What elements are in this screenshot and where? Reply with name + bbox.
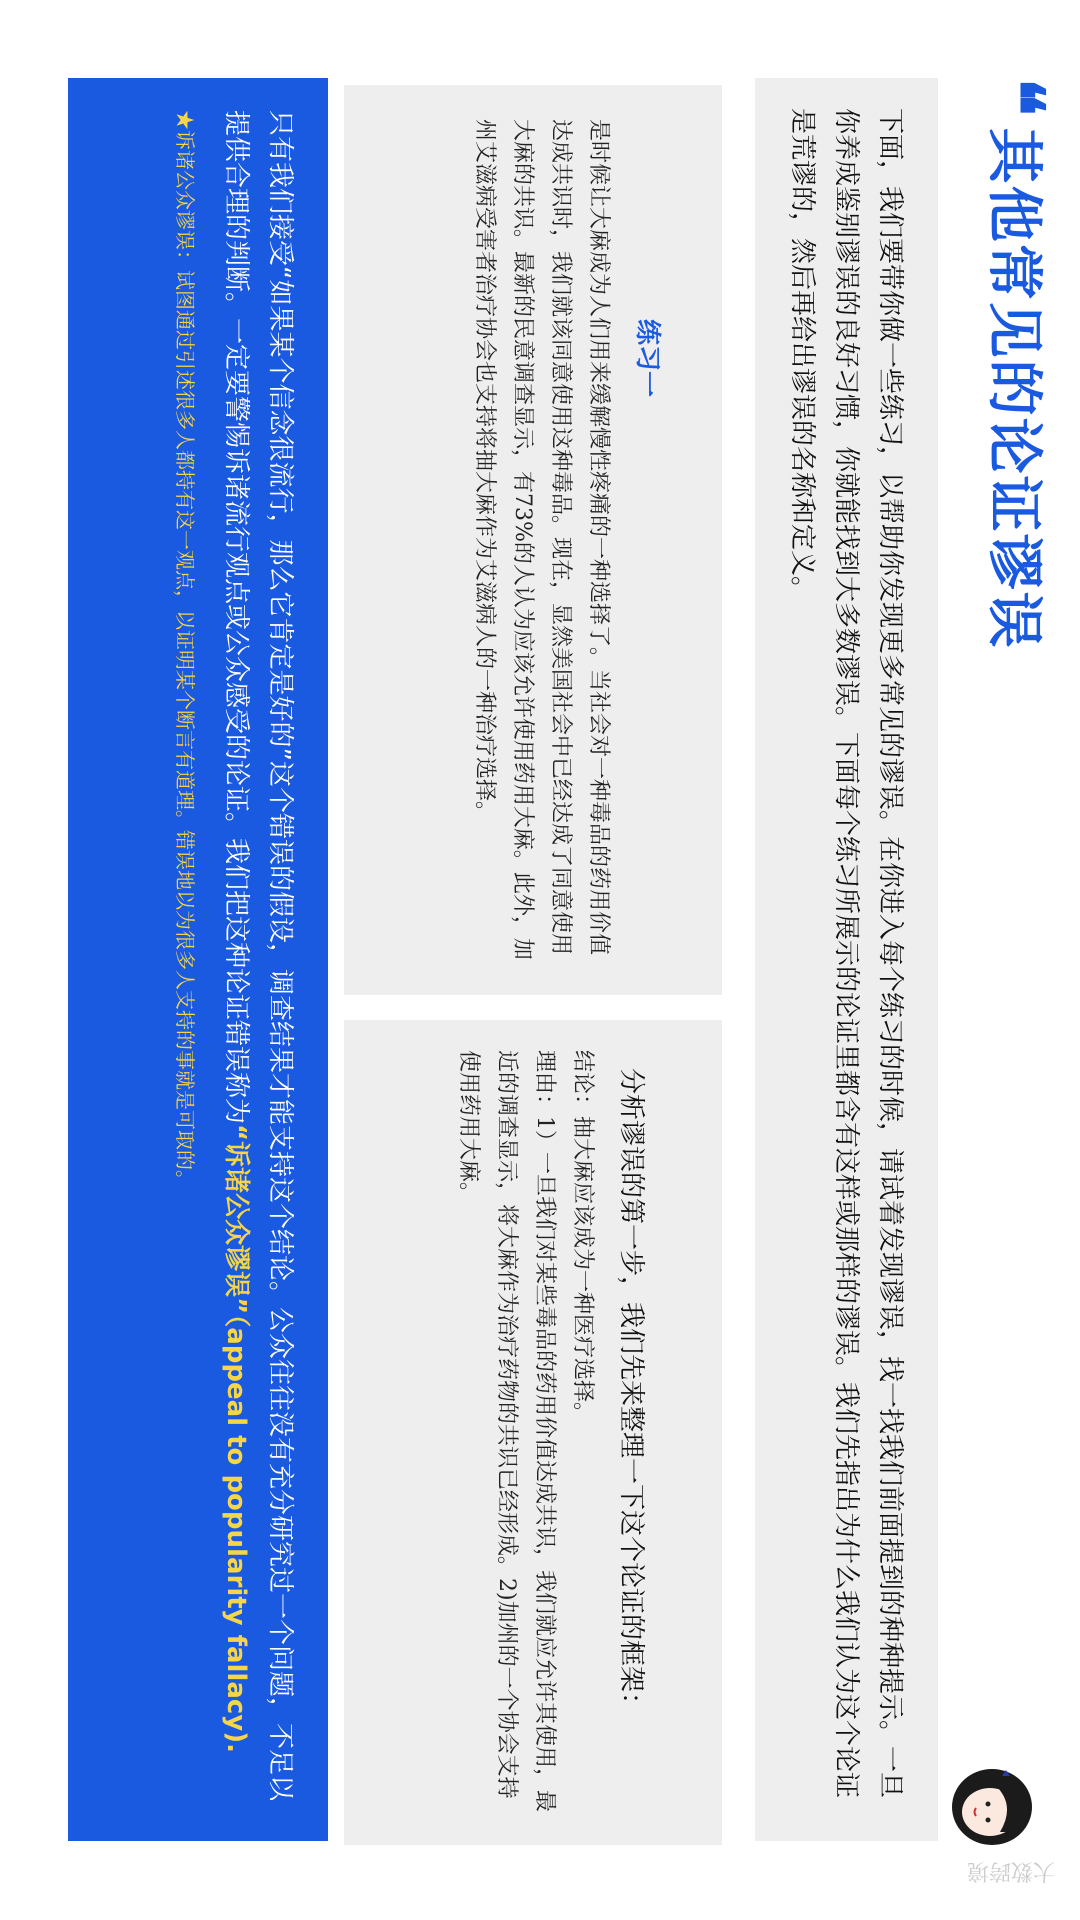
fallacy-definition-box bbox=[68, 78, 328, 1841]
avatar-icon bbox=[950, 1762, 1040, 1852]
exercise-body: 是时候让大麻成为人们用来缓解慢性疼痛的一种选择了。当社会对一种毒品的药用价值达成共识时，我们就该同意使用这种毒品。现在，显然美国社会中已经达成了同意使用大麻的共识。最新的民意调查显示，有73%的人认为应该允许使用药用大麻。此外，加州艾滋病受害者治疗协会也支持将抽大麻作为艾滋病人的一种治疗选择。 bbox=[472, 119, 611, 960]
definition-text bbox=[214, 110, 302, 1809]
definition-lead: 只有我们接受“如果某个信念很流行，那么它肯定是好的”这个错误的假设，调查结果才能支持这个结论。公众往往没有充分研究过一个问题，不足以提供合理的判断。一定要警惕诉诸流行观点或公众感受的论证。我们把这种论证错误称为 bbox=[221, 110, 295, 1801]
title-row bbox=[978, 78, 1058, 650]
analysis-card bbox=[344, 1020, 722, 1845]
exercise-heading: 练习一 bbox=[632, 319, 662, 398]
page-title: 其他常见的论证谬误 bbox=[981, 127, 1046, 650]
quote-mark-icon: ❝ bbox=[977, 78, 1060, 116]
exercise-card bbox=[344, 85, 722, 995]
fallacy-note: ★诉诸公众谬误：试图通过引述很多人都持有这一观点，以证明某个断言有道理。错误地以为很多人支持的事就是可取的。 bbox=[173, 110, 197, 1190]
analysis-reasons: 理由：1）一旦我们对某些毒品的药用价值达成共识，我们就应允许其使用，最近的调查显示，将大麻作为治疗药物的共识已经形成。2)加州的一个协会支持使用药用大麻。 bbox=[456, 1050, 557, 1812]
analysis-heading: 分析谬误的第一步，我们先来整理一下这个论证的框架： bbox=[616, 1068, 646, 1719]
fallacy-term: “诉诸公众谬误”（appeal to popularity fallacy). bbox=[221, 1124, 251, 1754]
intro-card bbox=[755, 78, 938, 1841]
watermark: 大数跨境 bbox=[966, 1858, 1055, 1883]
analysis-conclusion: 结论：抽大麻应该成为一种医疗选择。 bbox=[570, 1050, 595, 1425]
intro-text: 下面，我们要带你做一些练习，以帮助你发现更多常见的谬误。在你进入每个练习的时候，请试着发现谬误，找一找我们前面提到的种种提示。一旦你养成鉴别谬误的良好习惯，你就能找到大多数谬误。下面每个练习所展示的论证里都含有这样或那样的谬误。我们先指出为什么我们认为这个论证是荒谬的，然后再给出谬误的名称和定义。 bbox=[787, 108, 905, 1799]
